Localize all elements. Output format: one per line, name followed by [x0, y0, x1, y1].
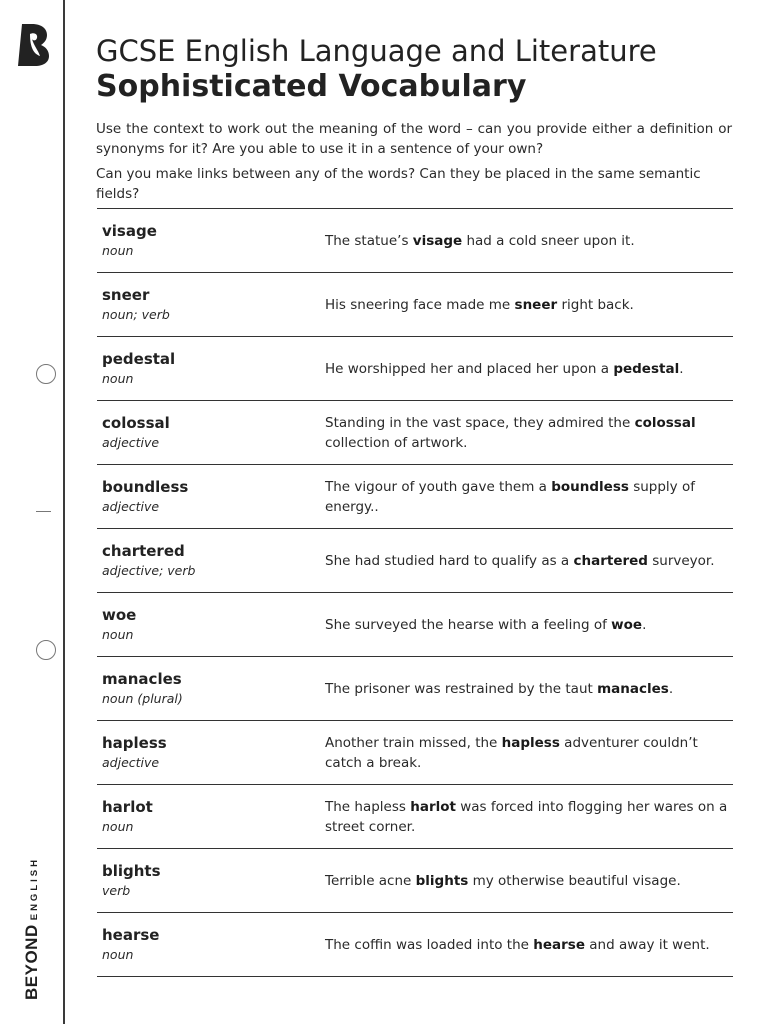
word-cell — [102, 733, 312, 773]
sentence-after: right back. — [557, 296, 634, 313]
brand-vertical — [22, 857, 42, 1000]
example-sentence — [325, 721, 730, 784]
sentence-keyword: sneer — [514, 296, 558, 313]
sentence-text — [325, 733, 730, 773]
part-of-speech: adjective — [102, 755, 160, 770]
vocab-word: hearse — [102, 926, 160, 944]
word-cell — [102, 861, 312, 901]
vocab-word: harlot — [102, 798, 153, 816]
beyond-b-logo-icon — [16, 24, 50, 66]
vocab-word: pedestal — [102, 350, 176, 368]
vocab-row — [97, 913, 733, 977]
sentence-before: Terrible acne — [325, 872, 416, 889]
example-sentence — [325, 529, 730, 592]
vocab-row — [97, 593, 733, 657]
part-of-speech: noun — [102, 371, 134, 386]
example-sentence — [325, 593, 730, 656]
sentence-keyword: hearse — [533, 936, 585, 953]
part-of-speech: adjective — [102, 435, 160, 450]
sentence-before: He worshipped her and placed her upon a — [325, 360, 614, 377]
page-subtitle: Sophisticated Vocabulary — [96, 69, 527, 104]
sentence-text — [325, 413, 730, 453]
example-sentence — [325, 337, 730, 400]
sentence-after: was forced into flogging her wares on a street corner. — [325, 798, 728, 835]
vocab-word: chartered — [102, 542, 185, 560]
example-sentence — [325, 657, 730, 720]
sentence-text — [325, 871, 681, 891]
vocab-word: woe — [102, 606, 137, 624]
sentence-keyword: colossal — [634, 414, 696, 431]
fold-mark — [36, 511, 51, 512]
sentence-before: His sneering face made me — [325, 296, 515, 313]
example-sentence — [325, 209, 730, 272]
brand-name: BEYOND — [22, 924, 41, 1000]
example-sentence — [325, 913, 730, 976]
margin-line — [63, 0, 65, 1024]
sentence-before: The prisoner was restrained by the taut — [325, 680, 598, 697]
sentence-before: The coffin was loaded into the — [325, 936, 534, 953]
sentence-text — [325, 615, 646, 635]
sentence-text — [325, 551, 715, 571]
part-of-speech: noun — [102, 947, 134, 962]
sentence-after: and away it went. — [584, 936, 710, 953]
sentence-after: surveyor. — [647, 552, 715, 569]
punch-hole-bottom — [36, 640, 56, 660]
word-cell — [102, 605, 312, 645]
part-of-speech: noun — [102, 243, 134, 258]
sentence-after: . — [679, 360, 684, 377]
vocab-word: manacles — [102, 670, 182, 688]
sentence-text — [325, 935, 710, 955]
punch-hole-top — [36, 364, 56, 384]
vocab-row — [97, 209, 733, 273]
example-sentence — [325, 785, 730, 848]
word-cell — [102, 221, 312, 261]
vocab-row — [97, 785, 733, 849]
sentence-keyword: hapless — [501, 734, 560, 751]
sentence-after: had a cold sneer upon it. — [462, 232, 635, 249]
sentence-keyword: pedestal — [613, 360, 680, 377]
sentence-text — [325, 477, 730, 517]
word-cell — [102, 349, 312, 389]
intro-text — [96, 120, 732, 204]
vocab-row — [97, 657, 733, 721]
example-sentence — [325, 849, 730, 912]
sentence-text — [325, 295, 634, 315]
vocab-word: blights — [102, 862, 161, 880]
sentence-after: supply of energy.. — [325, 478, 695, 515]
part-of-speech: adjective; verb — [102, 563, 196, 578]
sentence-after: . — [642, 616, 647, 633]
vocab-row — [97, 337, 733, 401]
part-of-speech: adjective — [102, 499, 160, 514]
sentence-after: . — [668, 680, 674, 697]
sentence-after: my otherwise beautiful visage. — [468, 872, 681, 889]
sentence-keyword: visage — [412, 232, 463, 249]
word-cell — [102, 413, 312, 453]
word-cell — [102, 669, 312, 709]
sentence-after: adventurer couldn’t catch a break. — [325, 734, 698, 771]
sentence-keyword: chartered — [573, 552, 648, 569]
vocab-row — [97, 529, 733, 593]
part-of-speech: noun — [102, 627, 134, 642]
intro-paragraph-2: Can you make links between any of the words? Can they be placed in the same semantic fields? — [96, 166, 701, 202]
vocab-word: colossal — [102, 414, 170, 432]
vocab-row — [97, 465, 733, 529]
sentence-before: Another train missed, the — [325, 734, 502, 751]
vocab-word: hapless — [102, 734, 167, 752]
vocab-row — [97, 273, 733, 337]
sentence-after: collection of artwork. — [325, 434, 468, 451]
sentence-before: The statue’s — [325, 232, 413, 249]
word-cell — [102, 285, 312, 325]
vocab-row — [97, 401, 733, 465]
example-sentence — [325, 273, 730, 336]
sentence-keyword: harlot — [410, 798, 456, 815]
sentence-keyword: blights — [415, 872, 469, 889]
vocab-row — [97, 849, 733, 913]
part-of-speech: verb — [102, 883, 131, 898]
sentence-text — [325, 359, 684, 379]
part-of-speech: noun; verb — [102, 307, 170, 322]
vocabulary-table — [97, 208, 733, 977]
part-of-speech: noun (plural) — [102, 691, 183, 706]
word-cell — [102, 541, 312, 581]
vocab-word: boundless — [102, 478, 189, 496]
sentence-text — [325, 797, 730, 837]
sentence-keyword: woe — [611, 616, 643, 633]
sentence-before: The vigour of youth gave them a — [325, 478, 552, 495]
page-title: GCSE English Language and Literature — [96, 34, 657, 68]
sentence-before: Standing in the vast space, they admired the — [325, 414, 635, 431]
vocab-word: visage — [102, 222, 157, 240]
word-cell — [102, 477, 312, 517]
sentence-before: The hapless — [325, 798, 411, 815]
intro-paragraph-1: Use the context to work out the meaning of the word – can you provide either a definition or synonyms for it? Are you able to use it in a sentence of your own? — [96, 121, 732, 157]
word-cell — [102, 925, 312, 965]
example-sentence — [325, 465, 730, 528]
sentence-text — [325, 679, 673, 699]
vocab-row — [97, 721, 733, 785]
sentence-text — [325, 231, 635, 251]
brand-sub: ENGLISH — [29, 857, 40, 921]
example-sentence — [325, 401, 730, 464]
part-of-speech: noun — [102, 819, 134, 834]
sentence-before: She surveyed the hearse with a feeling of — [325, 616, 612, 633]
sentence-before: She had studied hard to qualify as a — [325, 552, 574, 569]
sentence-keyword: manacles — [597, 680, 669, 697]
vocab-word: sneer — [102, 286, 150, 304]
word-cell — [102, 797, 312, 837]
sentence-keyword: boundless — [551, 478, 629, 495]
